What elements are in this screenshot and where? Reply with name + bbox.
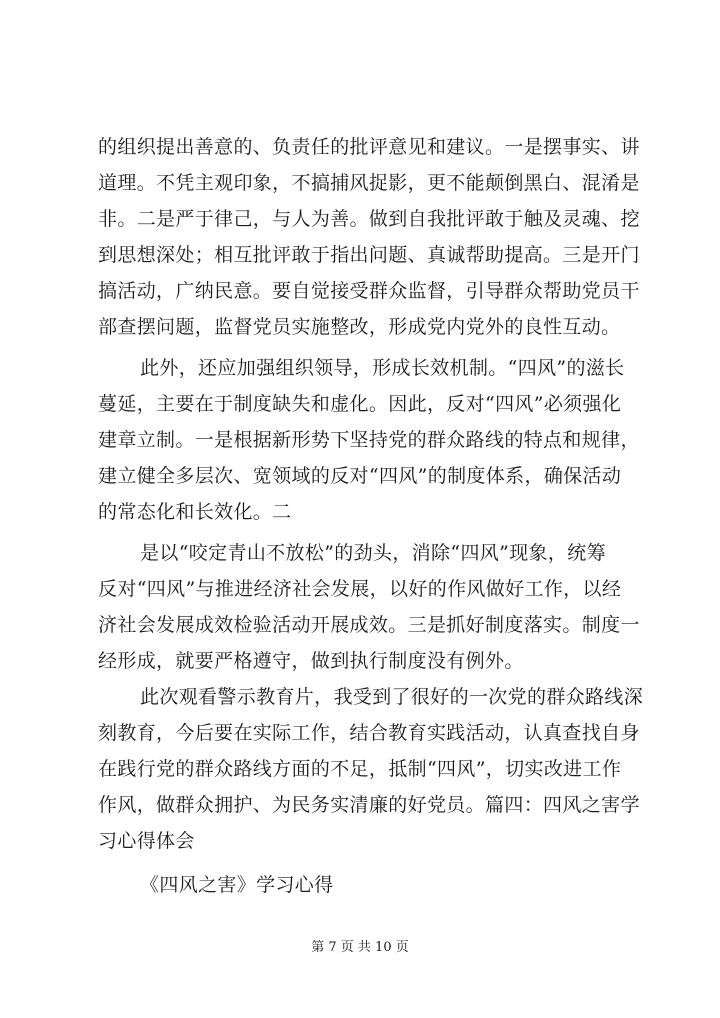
text-line: 此次观看警示教育片，我受到了很好的一次党的群众路线深 (140, 686, 644, 708)
text-line: 经形成，就要严格遵守，做到执行制度没有例外。 (98, 650, 524, 672)
text-line: 的常态化和长效化。二 (98, 501, 292, 523)
text-line: 此外，还应加强组织领导，形成长效机制。“四风”的滋长 (140, 357, 625, 379)
text-line: 刻教育，今后要在实际工作，结合教育实践活动，认真查找自身 (98, 722, 640, 744)
text-line: 作风，做群众拥护、为民务实清廉的好党员。篇四：四风之害学 (98, 794, 640, 816)
text-line: 的组织提出善意的、负责任的批评意见和建议。一是摆事实、讲 (98, 136, 640, 158)
text-line: 反对“四风”与推进经济社会发展，以好的作风做好工作，以经 (98, 578, 622, 600)
text-line: 到思想深处；相互批评敢于指出问题、真诚帮助提高。三是开门 (98, 244, 640, 266)
text-line: 搞活动，广纳民意。要自觉接受群众监督，引导群众帮助党员干 (98, 280, 640, 302)
text-line: 是以“咬定青山不放松”的劲头，消除“四风”现象，统筹 (140, 542, 606, 564)
text-line: 建章立制。一是根据新形势下坚持党的群众路线的特点和规律， (98, 429, 640, 451)
text-line: 习心得体会 (98, 830, 195, 852)
text-line: 建立健全多层次、宽领域的反对“四风”的制度体系，确保活动 (98, 465, 622, 487)
page-number: 第 7 页 共 10 页 (311, 940, 409, 955)
text-line: 蔓延，主要在于制度缺失和虚化。因此，反对“四风”必须强化 (98, 393, 622, 415)
text-line: 非。二是严于律己，与人为善。做到自我批评敢于触及灵魂、挖 (98, 208, 640, 230)
text-line: 道理。不凭主观印象，不搞捕风捉影，更不能颠倒黑白、混淆是 (98, 172, 640, 194)
text-line: 济社会发展成效检验活动开展成效。三是抓好制度落实。制度一 (98, 614, 640, 636)
section-heading: 《四风之害》学习心得 (140, 874, 334, 896)
text-line: 部查摆问题，监督党员实施整改，形成党内党外的良性互动。 (98, 316, 621, 338)
text-line: 在践行党的群众路线方面的不足，抵制“四风”，切实改进工作 (98, 758, 622, 780)
